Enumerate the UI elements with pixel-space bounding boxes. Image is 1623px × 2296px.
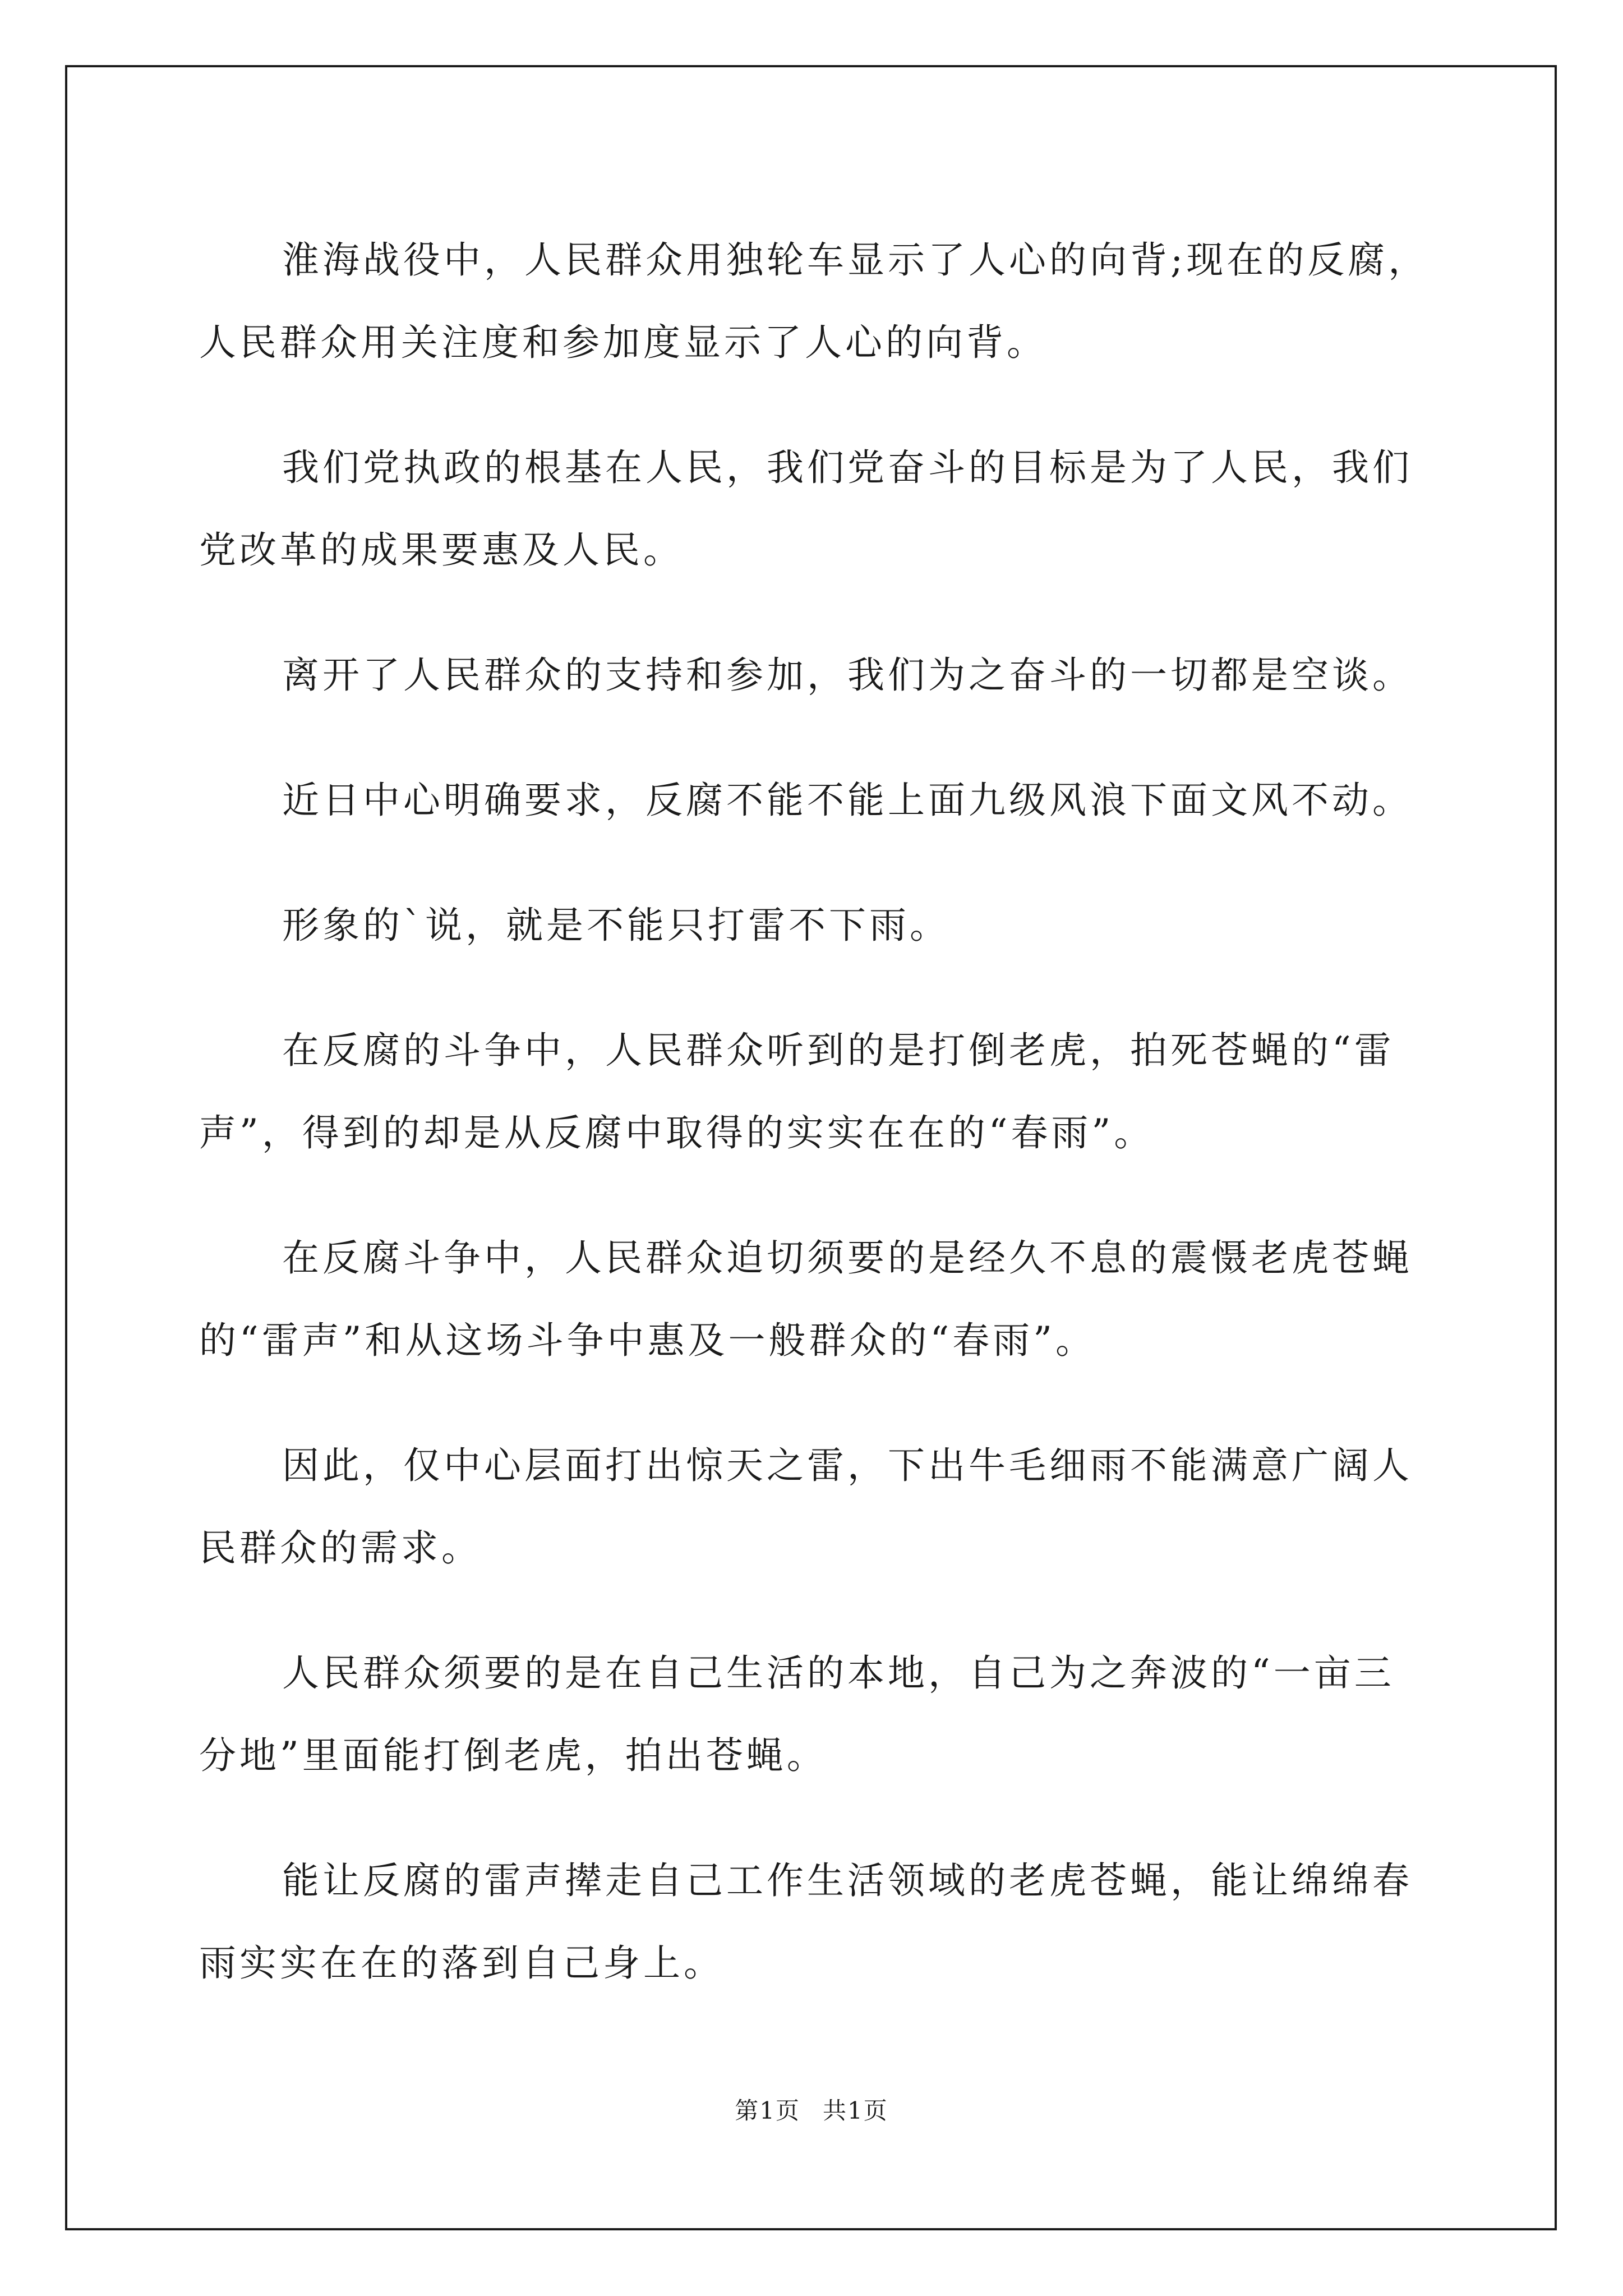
paragraph: 形象的`说，就是不能只打雷不下雨。	[282, 904, 950, 947]
paragraph: 离开了人民群众的支持和参加，我们为之奋斗的一切都是空谈。	[282, 654, 1413, 697]
paragraph: 因此，仅中心层面打出惊天之雷，下出牛毛细雨不能满意广阔人民群众的需求。	[199, 1444, 1413, 1570]
page-number: 第1页	[735, 2097, 800, 2124]
paragraph: 在反腐斗争中，人民群众迫切须要的是经久不息的震慑老虎苍蝇的“雷声”和从这场斗争中惠及一般群众的“春雨”。	[199, 1236, 1413, 1362]
paragraph: 我们党执政的根基在人民，我们党奋斗的目标是为了人民，我们党改革的成果要惠及人民。	[199, 446, 1413, 572]
document-body	[199, 219, 1433, 2047]
page-count: 共1页	[823, 2097, 888, 2124]
page-footer	[0, 2092, 1623, 2126]
paragraph: 在反腐的斗争中，人民群众听到的是打倒老虎，拍死苍蝇的“雷声”，得到的却是从反腐中取得的实实在在的“春雨”。	[199, 1029, 1395, 1154]
paragraph: 近日中心明确要求，反腐不能不能上面九级风浪下面文风不动。	[282, 779, 1413, 822]
paragraph: 人民群众须要的是在自己生活的本地，自己为之奔波的“一亩三分地”里面能打倒老虎，拍出苍蝇。	[199, 1651, 1395, 1777]
paragraph: 能让反腐的雷声撵走自己工作生活领域的老虎苍蝇，能让绵绵春雨实实在在的落到自己身上。	[199, 1859, 1413, 1985]
paragraph: 淮海战役中，人民群众用独轮车显示了人心的向背;现在的反腐，人民群众用关注度和参加度显示了人心的向背。	[199, 238, 1429, 364]
